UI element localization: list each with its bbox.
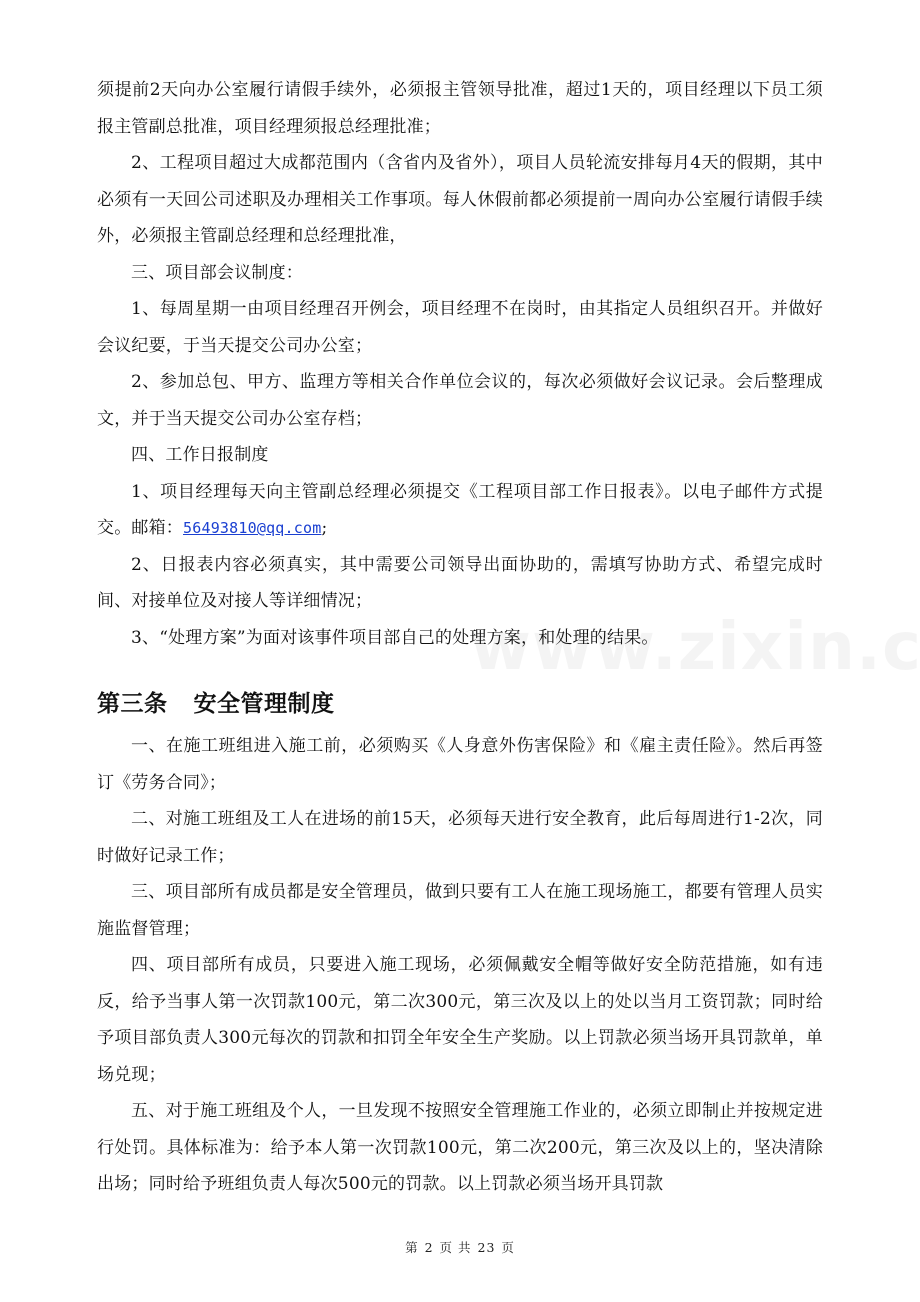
- paragraph-helmet-penalty: 四、项目部所有成员，只要进入施工现场，必须佩戴安全帽等做好安全防范措施，如有违反，给予当事人第一次罚款100元，第二次300元，第三次及以上的处以当月工资罚款；同时给予项目部负责人300元每次的罚款和扣罚全年安全生产奖励。以上罚款必须当场开具罚款单，单场兑现；: [97, 955, 823, 1085]
- heading-daily-report: 四、工作日报制度: [131, 445, 269, 465]
- page-footer: [0, 1238, 920, 1256]
- heading-meeting-system: 三、项目部会议制度：: [131, 262, 303, 283]
- section-number: 第三条: [97, 691, 168, 717]
- paragraph-insurance: 一、在施工班组进入施工前，必须购买《人身意外伤害保险》和《雇主责任险》。然后再签订《劳务合同》；: [97, 736, 823, 793]
- section-title: [97, 684, 823, 724]
- paragraph-safety-education: 二、对施工班组及工人在进场的前15天，必须每天进行安全教育，此后每周进行1-2次，同时做好记录工作；: [97, 809, 823, 866]
- footer-total-pages: 23: [477, 1240, 496, 1255]
- paragraph-leave-continuation: 须提前2天向办公室履行请假手续外，必须报主管领导批准，超过1天的，项目经理以下员工须报主管副总批准，项目经理须报总经理批准；: [97, 80, 823, 137]
- paragraph-team-penalty: 五、对于施工班组及个人，一旦发现不按照安全管理施工作业的，必须立即制止并按规定进行处罚。具体标准为：给予本人第一次罚款100元，第二次200元，第三次及以上的，坚决清除出场；同时给予班组负责人每次500元的罚款。以上罚款必须当场开具罚款: [97, 1101, 823, 1194]
- footer-current-page: 2: [424, 1240, 434, 1255]
- paragraph-partner-meeting: 2、参加总包、甲方、监理方等相关合作单位会议的，每次必须做好会议记录。会后整理成文，并于当天提交公司办公室存档；: [97, 372, 823, 429]
- email-paragraph-suffix: ;: [321, 518, 328, 538]
- section-name: 安全管理制度: [193, 691, 335, 717]
- paragraph-daily-report-email: [97, 474, 823, 547]
- paragraph-handling-plan: 3、“处理方案”为面对该事件项目部自己的处理方案，和处理的结果。: [131, 627, 659, 648]
- paragraph-report-content: 2、日报表内容必须真实，其中需要公司领导出面协助的，需填写协助方式、希望完成时间、对接单位及对接人等详细情况；: [97, 554, 823, 611]
- paragraph-safety-managers: 三、项目部所有成员都是安全管理员，做到只要有工人在施工现场施工，都要有管理人员实施监督管理；: [97, 882, 823, 939]
- document-page: [97, 72, 823, 1203]
- paragraph-weekly-meeting: 1、每周星期一由项目经理召开例会，项目经理不在岗时，由其指定人员组织召开。并做好会议纪要，于当天提交公司办公室；: [97, 299, 823, 356]
- footer-label-page: 第: [405, 1240, 419, 1255]
- footer-label-end: 页: [501, 1240, 515, 1255]
- footer-label-of: 页 共: [439, 1240, 472, 1255]
- email-paragraph-prefix: 1、项目经理每天向主管副总经理必须提交《工程项目部工作日报表》。以电子邮件方式提交。邮箱：: [97, 481, 823, 538]
- email-link[interactable]: 56493810@qq.com: [183, 519, 322, 537]
- paragraph-leave-out-of-city: 2、工程项目超过大成都范围内（含省内及省外），项目人员轮流安排每月4天的假期，其中必须有一天回公司述职及办理相关工作事项。每人休假前都必须提前一周向办公室履行请假手续外，必须报主管副总经理和总经理批准，: [97, 153, 823, 246]
